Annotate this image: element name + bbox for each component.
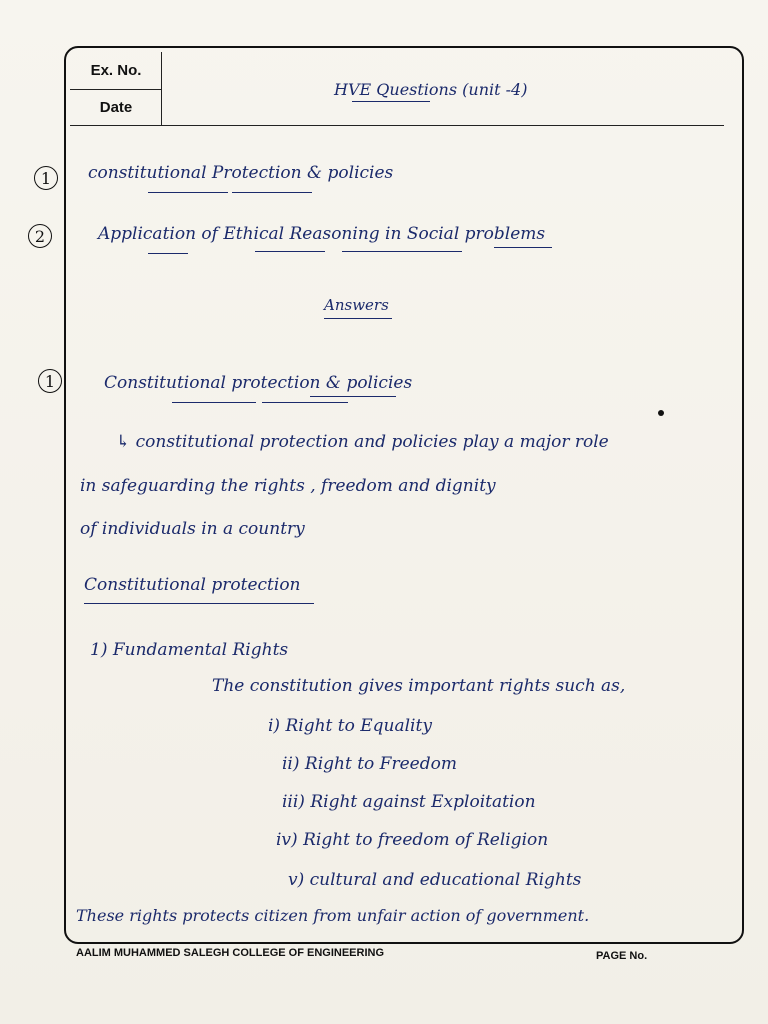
- question-underline: [255, 251, 325, 252]
- header-divider: [70, 125, 724, 126]
- question-underline: [148, 192, 228, 193]
- ex-no-label: Ex. No.: [70, 52, 162, 90]
- conclusion-sentence: These rights protects citizen from unfair action of government.: [76, 906, 590, 925]
- answer-number: 1: [38, 369, 62, 393]
- answer-title-underline: [172, 402, 256, 403]
- question-text: Application of Ethical Reasoning in Social problems: [98, 224, 546, 244]
- date-label: Date: [99, 99, 133, 116]
- section-heading: Constitutional protection: [84, 575, 301, 595]
- title-underline: [352, 101, 430, 102]
- question-number: 2: [28, 224, 52, 248]
- question-number: 1: [34, 166, 58, 190]
- question-underline: [232, 192, 312, 193]
- right-item: iv) Right to freedom of Religion: [276, 830, 549, 850]
- answer-intro-line: of individuals in a country: [80, 519, 305, 539]
- answer-title-underline: [262, 402, 348, 403]
- answers-heading: Answers: [324, 296, 389, 314]
- question-underline: [494, 247, 552, 248]
- answer-title: Constitutional protection & policies: [104, 373, 413, 393]
- lead-sentence: The constitution gives important rights such as,: [212, 676, 626, 696]
- page-title: HVE Questions (unit -4): [334, 80, 528, 99]
- right-item: iii) Right against Exploitation: [282, 792, 536, 812]
- right-item: i) Right to Equality: [268, 716, 432, 736]
- answer-intro-line: in safeguarding the rights , freedom and dignity: [80, 476, 496, 496]
- header-box: [70, 52, 162, 126]
- sub-heading: 1) Fundamental Rights: [90, 640, 289, 660]
- college-name: AALIM MUHAMMED SALEGH COLLEGE OF ENGINEERING: [76, 947, 384, 959]
- ink-dot: [658, 410, 664, 416]
- section-underline: [84, 603, 314, 604]
- answers-underline: [324, 318, 392, 319]
- question-underline: [342, 251, 462, 252]
- answer-title-underline: [310, 396, 396, 397]
- page-number-label: PAGE No.: [596, 950, 648, 962]
- right-item: ii) Right to Freedom: [282, 754, 457, 774]
- answer-intro-line: ↳ constitutional protection and policies play a major role: [116, 432, 609, 452]
- question-text: constitutional Protection & policies: [88, 163, 394, 183]
- right-item: v) cultural and educational Rights: [288, 870, 582, 890]
- question-underline: [148, 253, 188, 254]
